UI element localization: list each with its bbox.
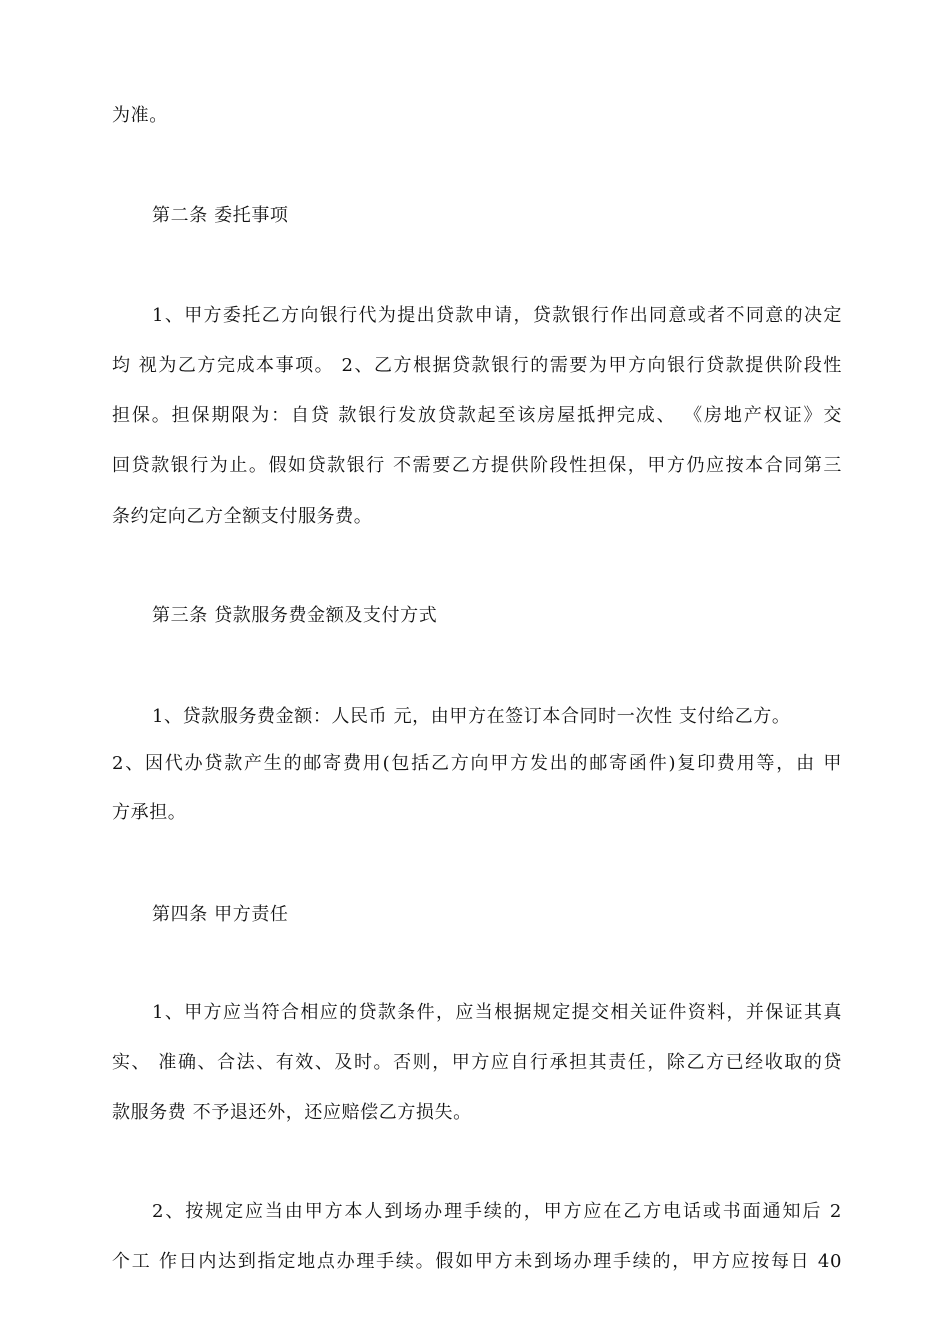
paragraph-line: 担保。担保期限为：自贷 款银行发放贷款起至该房屋抵押完成、 《房地产权证》交 (112, 405, 842, 426)
paragraph-line: 方承担。 (112, 802, 187, 823)
paragraph-line: 款服务费 不予退还外，还应赔偿乙方损失。 (112, 1102, 472, 1123)
paragraph-line: 2、因代办贷款产生的邮寄费用(包括乙方向甲方发出的邮寄函件)复印费用等，由 甲 (112, 753, 842, 774)
paragraph-line: 实、 准确、合法、有效、及时。否则，甲方应自行承担其责任，除乙方已经收取的贷 (112, 1052, 842, 1073)
section-heading-article-2: 第二条 委托事项 (152, 205, 289, 226)
section-heading-article-3: 第三条 贷款服务费金额及支付方式 (152, 605, 438, 626)
paragraph-line: 为准。 (112, 105, 168, 126)
paragraph-line: 1、贷款服务费金额：人民币 元，由甲方在签订本合同时一次性 支付给乙方。 (152, 706, 791, 727)
paragraph-line: 2、按规定应当由甲方本人到场办理手续的，甲方应在乙方电话或书面通知后 2 (152, 1201, 842, 1222)
section-heading-article-4: 第四条 甲方责任 (152, 904, 289, 925)
paragraph-line: 条约定向乙方全额支付服务费。 (112, 506, 373, 527)
paragraph-line: 个工 作日内达到指定地点办理手续。假如甲方未到场办理手续的，甲方应按每日 40 (112, 1251, 842, 1272)
paragraph-line: 回贷款银行为止。假如贷款银行 不需要乙方提供阶段性担保，甲方仍应按本合同第三 (112, 455, 842, 476)
paragraph-line: 1、甲方应当符合相应的贷款条件，应当根据规定提交相关证件资料，并保证其真 (152, 1002, 842, 1023)
paragraph-line: 均 视为乙方完成本事项。 2、乙方根据贷款银行的需要为甲方向银行贷款提供阶段性 (112, 355, 842, 376)
paragraph-line: 1、甲方委托乙方向银行代为提出贷款申请，贷款银行作出同意或者不同意的决定 (152, 305, 842, 326)
